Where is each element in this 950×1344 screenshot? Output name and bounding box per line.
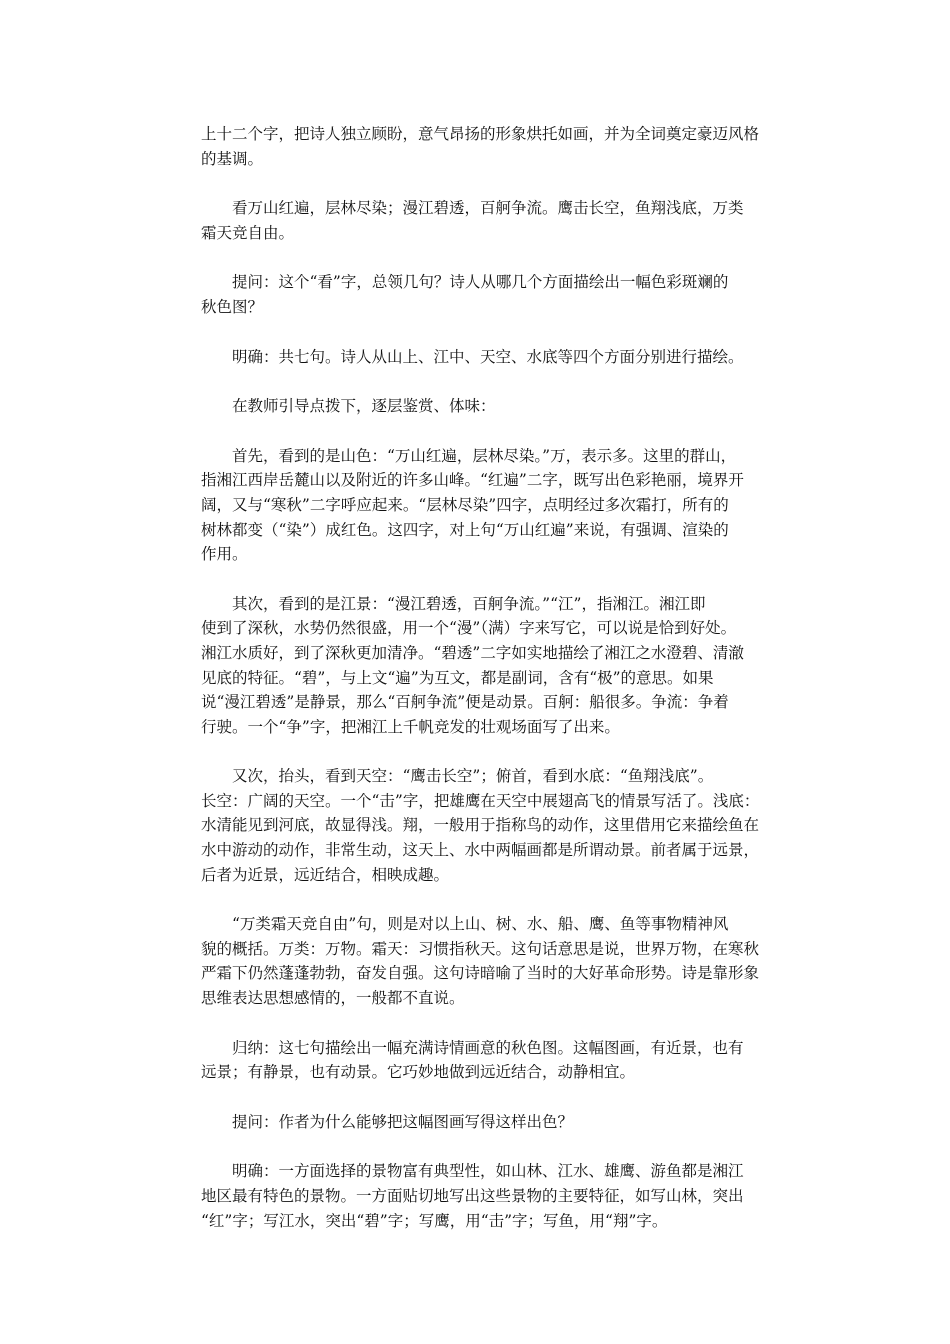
text-line: 见底的特征。“碧”，与上文“遍”为互文，都是副词，含有“极”的意思。如果: [201, 668, 714, 687]
text-line: 看万山红遍，层林尽染；漫江碧透，百舸争流。鹰击长空，鱼翔浅底，万类: [232, 199, 744, 218]
text-line: 水中游动的动作，非常生动，这天上、水中两幅画都是所谓动景。前者属于远景，: [201, 841, 760, 860]
text-line: 严霜下仍然蓬蓬勃勃，奋发自强。这句诗暗喻了当时的大好革命形势。诗是靠形象: [201, 964, 760, 983]
paragraph-intro-continuation: [201, 122, 805, 171]
text-line: 长空：广阔的天空。一个“击”字，把雄鹰在天空中展翅高飞的情景写活了。浅底：: [201, 791, 760, 810]
text-line: 霜天竞自由。: [201, 223, 295, 242]
text-line: 貌的概括。万类：万物。霜天：习惯指秋天。这句话意思是说，世界万物，在寒秋: [201, 939, 760, 958]
text-line: 思维表达思想感情的，一般都不直说。: [201, 989, 465, 1008]
text-line: 明确：共七句。诗人从山上、江中、天空、水底等四个方面分别进行描绘。: [232, 347, 744, 366]
paragraph-answer-2: [201, 1159, 805, 1233]
text-line: 明确：一方面选择的景物富有典型性，如山林、江水、雄鹰、游鱼都是湘江: [232, 1162, 744, 1181]
paragraph-question-2: [201, 1110, 805, 1135]
text-line: 秋色图？: [201, 297, 264, 316]
paragraph-sky-water-scene: [201, 764, 805, 887]
text-line: 作用。: [201, 545, 248, 564]
paragraph-river-scene: [201, 592, 805, 740]
text-line: 归纳：这七句描绘出一幅充满诗情画意的秋色图。这幅图画，有近景，也有: [232, 1038, 744, 1057]
text-line: 使到了深秋，水势仍然很盛，用一个“漫”（满）字来写它，可以说是恰到好处。: [201, 619, 737, 638]
paragraph-poem-quote: [201, 196, 805, 245]
paragraph-mountain-scene: [201, 444, 805, 567]
text-line: “万类霜天竞自由”句，则是对以上山、树、水、船、鹰、鱼等事物精神风: [232, 915, 729, 934]
text-line: 提问：作者为什么能够把这幅图画写得这样出色？: [232, 1112, 574, 1131]
text-line: 说“漫江碧透”是静景，那么“百舸争流”便是动景。百舸：船很多。争流：争着: [201, 693, 729, 712]
document-body: [201, 122, 805, 1258]
text-line: 树林都变（“染”）成红色。这四字，对上句“万山红遍”来说，有强调、渲染的: [201, 520, 729, 539]
text-line: 其次，看到的是江景：“漫江碧透，百舸争流。”“江”，指湘江。湘江即: [232, 594, 706, 613]
text-line: 提问：这个“看”字，总领几句？诗人从哪几个方面描绘出一幅色彩斑斓的: [232, 273, 729, 292]
text-line: 在教师引导点拨下，逐层鉴赏、体味：: [232, 397, 496, 416]
paragraph-answer-1: [201, 345, 805, 370]
text-line: 上十二个字，把诗人独立顾盼，意气昂扬的形象烘托如画，并为全词奠定豪迈风格: [201, 125, 760, 143]
text-line: 行驶。一个“争”字，把湘江上千帆竞发的壮观场面写了出来。: [201, 717, 620, 736]
text-line: 阔，又与“寒秋”二字呼应起来。“层林尽染”四字，点明经过多次霜打，所有的: [201, 495, 729, 514]
text-line: 指湘江西岸岳麓山以及附近的许多山峰。“红遍”二字，既写出色彩艳丽，境界开: [201, 471, 744, 490]
paragraph-summary-line: [201, 912, 805, 1010]
text-line: “红”字；写江水，突出“碧”字；写鹰，用“击”字；写鱼，用“翔”字。: [201, 1211, 668, 1230]
text-line: 湘江水质好，到了深秋更加清净。“碧透”二字如实地描绘了湘江之水澄碧、清澈: [201, 643, 744, 662]
paragraph-guidance: [201, 394, 805, 419]
text-line: 远景；有静景，也有动景。它巧妙地做到远近结合，动静相宜。: [201, 1063, 636, 1082]
paragraph-question-1: [201, 270, 805, 319]
paragraph-conclusion: [201, 1036, 805, 1085]
text-line: 后者为近景，远近结合，相映成趣。: [201, 865, 450, 884]
text-line: 地区最有特色的景物。一方面贴切地写出这些景物的主要特征，如写山林，突出: [201, 1187, 744, 1205]
text-line: 首先，看到的是山色：“万山红遍，层林尽染。”万，表示多。这里的群山，: [232, 446, 737, 465]
text-line: 的基调。: [201, 149, 264, 168]
text-line: 又次，抬头，看到天空：“鹰击长空”；俯首，看到水底：“鱼翔浅底”。: [232, 767, 714, 786]
text-line: 水清能见到河底，故显得浅。翔，一般用于指称鸟的动作，这里借用它来描绘鱼在: [201, 816, 760, 835]
